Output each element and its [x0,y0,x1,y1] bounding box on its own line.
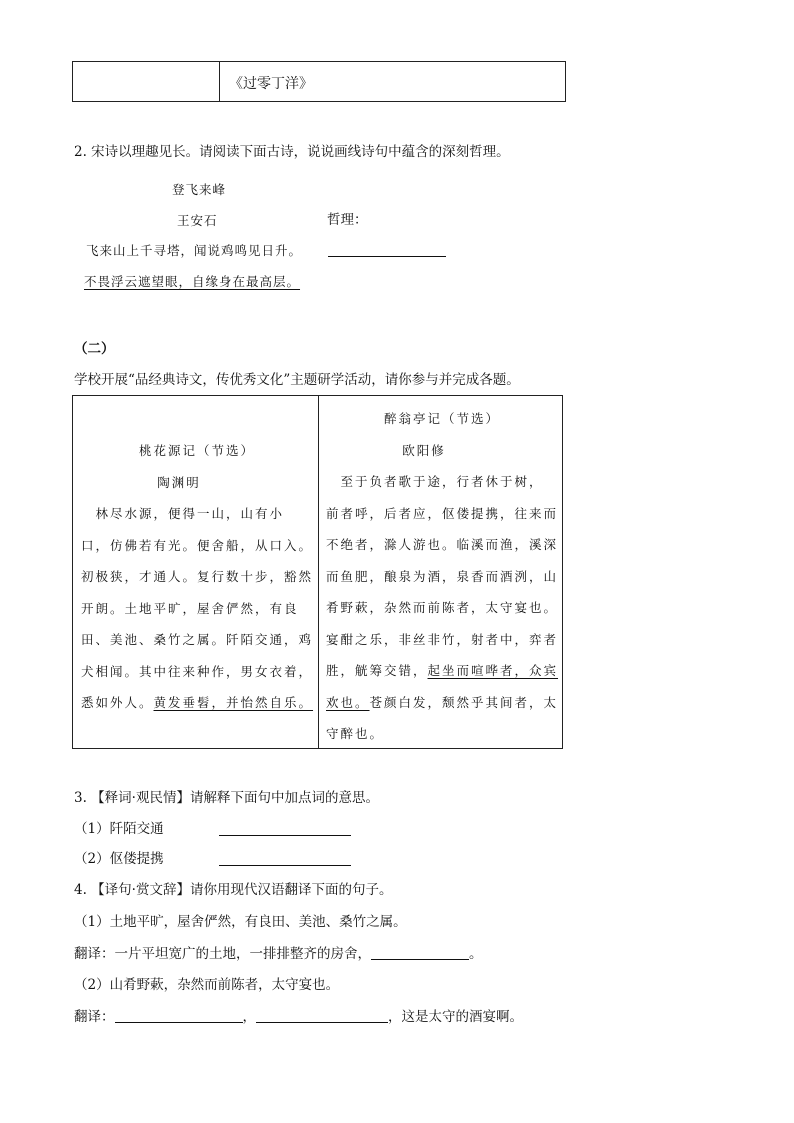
left-column [81,435,313,719]
left-last-underlined: 黄发垂髫，并怡然自乐。 [153,695,314,710]
left-title: 桃花源记（节选） [138,443,255,458]
left-line: 初极狭，才通人。复行数十步，豁然 [81,569,314,584]
right-column [326,403,558,750]
section-intro: 学校开展“品经典诗文，传优秀文化”主题研学活动，请你参与并完成各题。 [74,372,520,388]
right-line: 而鱼肥，酿泉为酒，泉香而酒洌，山 [326,568,559,584]
q4-trans1-label: 翻译：一片平坦宽广的土地，一排排整齐的房舍， [74,946,371,962]
q4-trans1-end: 。 [469,946,483,962]
left-line: 犬相闻。其中往来种作，男女衣着， [81,663,314,679]
top-table [72,61,566,102]
q4-translation-2 [74,1008,523,1026]
left-line: 林尽水源，便得一山，山有小 [81,506,285,521]
left-last-plain: 悉如外人。 [81,695,154,710]
right-line-7 [326,655,558,687]
q4-trans2-label: 翻译： [74,1009,115,1025]
q4-trans2-mid: ， [242,1009,256,1025]
q4-trans1-blank[interactable] [371,945,469,960]
q4-prompt: 4. 【译句·赏文辞】请你用现代汉语翻译下面的句子。 [74,882,393,898]
left-line: 田、美池、桑竹之属。阡陌交通，鸡 [81,632,314,647]
table-column-divider [318,396,319,748]
q3-prompt: 3. 【释词·观民情】请解释下面句中加点词的意思。 [74,790,379,806]
q4-item-1: （1）土地平旷，屋舍俨然，有良田、美池、桑竹之属。 [74,914,407,930]
q4-item-2: （2）山肴野蔌，杂然而前陈者，太守宴也。 [74,977,340,993]
q2-prompt: 2. 宋诗以理趣见长。请阅读下面古诗，说说画线诗句中蕴含的深刻哲理。 [74,144,510,160]
right-line: 至于负者歌于途，行者休于树， [326,474,544,489]
right-line: 前者呼，后者应，伛偻提携，往来而 [326,505,559,521]
texts-table [72,395,563,749]
right-line: 不绝者，滁人游也。临溪而渔，溪深 [326,537,559,552]
right-author: 欧阳修 [402,442,446,458]
left-line: 口，仿佛若有光。便舍船，从口入。 [81,537,314,553]
poem-author: 王安石 [177,213,218,228]
poem-title: 登飞来峰 [172,182,227,197]
answer-label: 哲理： [327,212,368,228]
right-line-7-plain: 胜，觥筹交错， [326,663,428,678]
right-line: 宴酣之乐，非丝非竹，射者中，弈者 [326,631,559,647]
right-line-8-plain: 苍颜白发，颓然乎其间者，太 [369,694,559,710]
table-divider [219,62,220,101]
q3-answer-blank-2[interactable] [219,851,351,866]
left-line: 开朗。土地平旷，屋舍俨然，有良 [81,600,299,616]
left-author: 陶渊明 [157,474,201,490]
right-line: 肴野蔌，杂然而前陈者，太守宴也。 [326,600,559,615]
philosophy-answer-blank[interactable] [328,242,446,257]
table-cell-text: 《过零丁洋》 [229,76,313,92]
poem-line-2-underlined: 不畏浮云遮望眼，自缘身在最高层。 [84,274,301,289]
left-last-line [81,687,313,719]
q3-item-2: （2）伛偻提携 [74,851,164,867]
right-line-8 [326,687,558,719]
section-heading: （二） [74,341,115,357]
q4-translation-1 [74,945,483,963]
right-line-7-underlined: 起坐而喧哗者，众宾 [427,663,559,678]
q3-answer-blank-1[interactable] [219,821,351,836]
q3-item-1: （1）阡陌交通 [74,821,164,837]
q4-trans2-end: ，这是太守的酒宴啊。 [388,1009,523,1025]
q4-trans2-blank-1[interactable] [115,1008,243,1023]
q4-trans2-blank-2[interactable] [256,1008,388,1023]
right-line-9: 守醉也。 [326,726,385,741]
poem-line-1: 飞来山上千寻塔，闻说鸡鸣见日升。 [86,243,303,258]
right-title: 醉翁亭记（节选） [383,411,500,426]
right-line-8-underlined: 欢也。 [326,694,370,710]
